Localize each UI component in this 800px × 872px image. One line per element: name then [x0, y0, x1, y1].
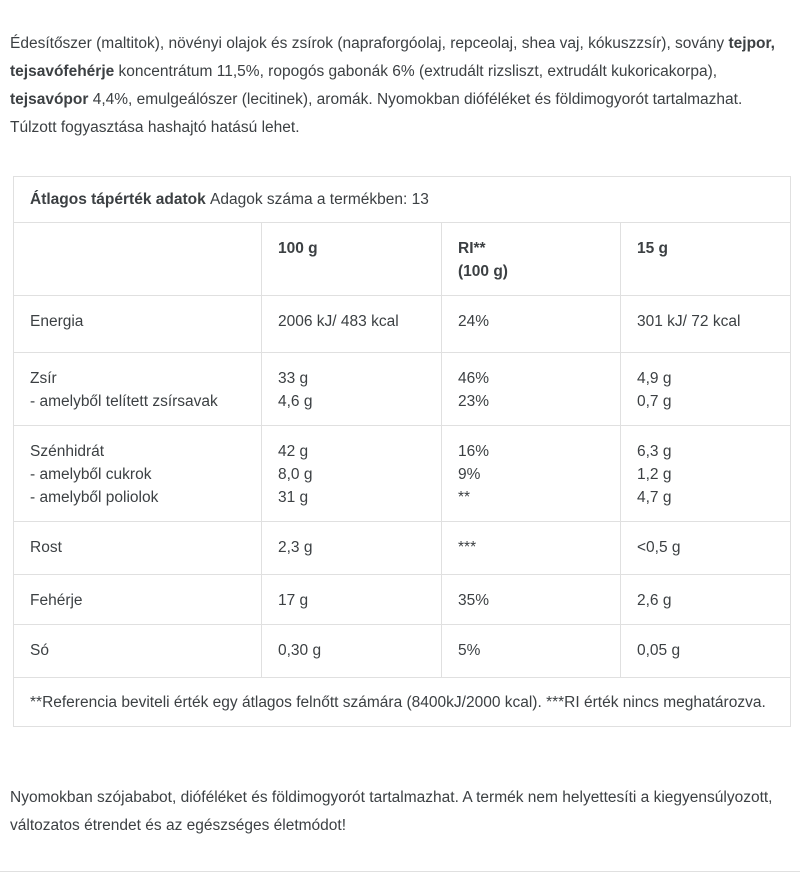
cell-ri	[442, 625, 621, 678]
allergen-disclaimer-paragraph: Nyomokban szójababot, dióféléket és földimogyorót tartalmazhat. A termék nem helyettesíti a kiegyensúlyozott, változatos étrendet és az egészséges életmódot!	[10, 789, 773, 834]
ingredients-paragraph: Édesítőszer (maltitok), növényi olajok és zsírok (napraforgóolaj, repceolaj, shea vaj, kókuszzsír), sovány tejpor, tejsavófehérje koncentrátum 11,5%, ropogós gabonák 6% (extrudált rizsliszt, extrudált kukoricakorpa), tejsavópor 4,4%, emulgeálószer (lecitinek), aromák. Nyomokban dióféléket és földimogyorót tartalmazhat. Túlzott fogyasztása hashajtó hatású lehet.	[10, 35, 775, 136]
cell-nutrient-name	[14, 522, 262, 575]
table-footnote-row	[14, 678, 791, 727]
header-cell-100g: 100 g	[262, 223, 442, 296]
cell-per100	[262, 522, 442, 575]
cell-nutrient-name	[14, 575, 262, 625]
value-per15: 301 kJ/ 72 kcal	[637, 313, 741, 330]
cell-per15	[621, 575, 791, 625]
nutrient-label: Fehérje	[30, 592, 83, 609]
table-row-so	[14, 625, 791, 678]
table-row-zsir	[14, 353, 791, 426]
cell-nutrient-name	[14, 296, 262, 353]
value-per100: 17 g	[278, 592, 309, 609]
value-per100: 2006 kJ/ 483 kcal	[278, 313, 399, 330]
cell-per100	[262, 353, 442, 426]
nutrient-sublabel: - amelyből cukrok	[30, 466, 152, 483]
cell-per15	[621, 353, 791, 426]
cell-ri	[442, 575, 621, 625]
value-per15: 2,6 g	[637, 592, 672, 609]
value-ri: 35%	[458, 592, 490, 609]
table-header-row	[14, 223, 791, 296]
value-per15: 0,7 g	[637, 393, 672, 410]
header-ri-line1: RI**	[458, 240, 486, 257]
value-ri: 16%	[458, 443, 490, 460]
value-per15: 4,9 g	[637, 370, 672, 387]
value-per15: 6,3 g	[637, 443, 672, 460]
value-per100: 31 g	[278, 489, 309, 506]
value-ri: 5%	[458, 642, 481, 659]
nutrient-label: Zsír	[30, 370, 57, 387]
value-ri: 9%	[458, 466, 481, 483]
cell-ri	[442, 426, 621, 522]
value-per100: 4,6 g	[278, 393, 313, 410]
cell-ri	[442, 353, 621, 426]
value-per100: 2,3 g	[278, 539, 313, 556]
cell-per15	[621, 522, 791, 575]
table-servings-count: Adagok száma a termékben: 13	[210, 191, 429, 208]
value-ri: 24%	[458, 313, 490, 330]
header-cell-name	[14, 223, 262, 296]
cell-per15	[621, 426, 791, 522]
value-ri: 46%	[458, 370, 490, 387]
cell-nutrient-name	[14, 353, 262, 426]
cell-per15	[621, 296, 791, 353]
table-footnote: **Referencia beviteli érték egy átlagos felnőtt számára (8400kJ/2000 kcal). ***RI érték nincs meghatározva.	[14, 678, 791, 727]
value-per100: 0,30 g	[278, 642, 322, 659]
header-cell-ri	[442, 223, 621, 296]
value-per15: 1,2 g	[637, 466, 672, 483]
cell-per100	[262, 426, 442, 522]
product-info-page	[0, 30, 800, 840]
value-per15: <0,5 g	[637, 539, 681, 556]
table-row-rost	[14, 522, 791, 575]
cell-nutrient-name	[14, 625, 262, 678]
value-per100: 33 g	[278, 370, 309, 387]
nutrient-sublabel: - amelyből poliolok	[30, 489, 159, 506]
table-title: Átlagos tápérték adatok	[30, 191, 211, 208]
table-row-energia	[14, 296, 791, 353]
table-row-szenhidrat	[14, 426, 791, 522]
nutrient-label: Energia	[30, 313, 84, 330]
cell-ri	[442, 522, 621, 575]
cell-per100	[262, 575, 442, 625]
table-row-feherje	[14, 575, 791, 625]
cell-ri	[442, 296, 621, 353]
value-ri: 23%	[458, 393, 490, 410]
cell-per15	[621, 625, 791, 678]
table-title-row	[14, 177, 791, 223]
nutrient-label: Rost	[30, 539, 62, 556]
cell-per100	[262, 625, 442, 678]
nutrient-label: Szénhidrát	[30, 443, 105, 460]
nutrient-label: Só	[30, 642, 49, 659]
header-ri-line2: (100 g)	[458, 263, 508, 280]
value-per100: 8,0 g	[278, 466, 313, 483]
cell-per100	[262, 296, 442, 353]
value-ri: **	[458, 489, 471, 506]
nutrient-sublabel: - amelyből telített zsírsavak	[30, 393, 218, 410]
value-per100: 42 g	[278, 443, 309, 460]
nutrition-table	[13, 176, 791, 727]
value-per15: 0,05 g	[637, 642, 681, 659]
header-cell-15g: 15 g	[621, 223, 791, 296]
table-title-cell	[14, 177, 791, 223]
value-per15: 4,7 g	[637, 489, 672, 506]
value-ri: ***	[458, 539, 477, 556]
cell-nutrient-name	[14, 426, 262, 522]
